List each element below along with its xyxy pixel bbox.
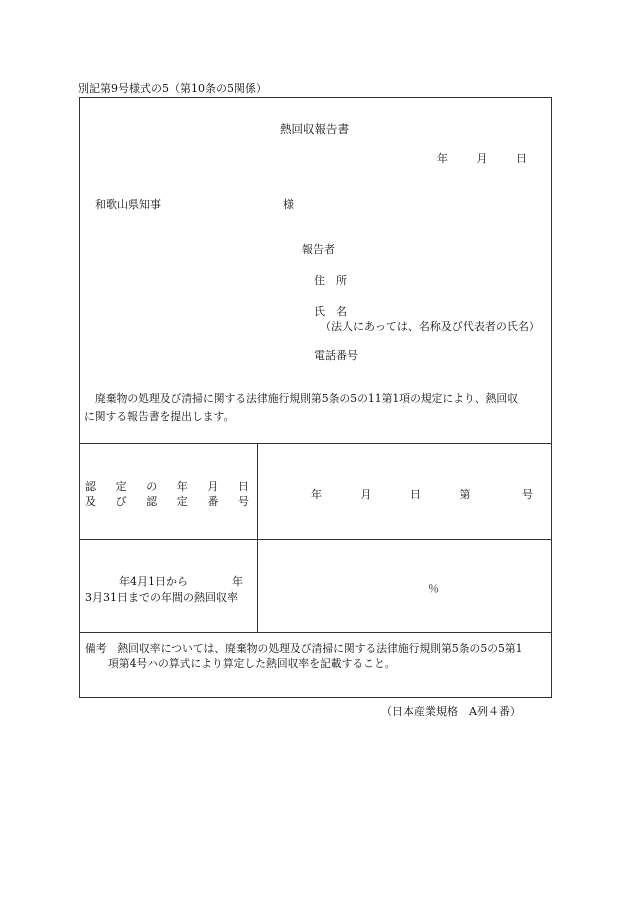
name-note: （法人にあっては、名称及び代表者の氏名） xyxy=(320,320,540,333)
value-month: 月 xyxy=(360,488,372,501)
cert-date-value xyxy=(311,486,533,502)
cert-date-label-line-2 xyxy=(85,493,249,509)
value-year: 年 xyxy=(311,488,322,501)
name-label: 氏 名 xyxy=(314,305,347,318)
addressee-name: 和歌山県知事 xyxy=(95,198,161,211)
addressee-honorific: 様 xyxy=(283,198,294,211)
date-month: 月 xyxy=(476,152,488,165)
label-char: 号 xyxy=(237,495,249,508)
cert-date-label-line-1 xyxy=(85,478,249,494)
address-label: 住 所 xyxy=(314,274,347,287)
remarks-line-2: 項第4号ハの算式により算定した熱回収率を記載すること。 xyxy=(108,657,396,670)
label-char: の xyxy=(146,480,158,493)
value-number-suffix: 号 xyxy=(522,488,533,501)
table-column-divider xyxy=(257,443,258,632)
label-char: 日 xyxy=(237,480,249,493)
table-middle-rule xyxy=(79,539,552,540)
date-line xyxy=(437,150,527,166)
label-char: 定 xyxy=(176,495,188,508)
label-char: 認 xyxy=(85,480,96,493)
date-day: 日 xyxy=(516,152,527,165)
recovery-rate-label-line-2: 3月31日までの年間の熱回収率 xyxy=(85,591,238,604)
page-title: 熱回収報告書 xyxy=(280,122,349,136)
date-year: 年 xyxy=(437,152,448,165)
recovery-rate-value: ％ xyxy=(428,582,439,595)
value-number-prefix: 第 xyxy=(459,488,471,501)
label-char: 及 xyxy=(85,495,96,508)
label-char: 認 xyxy=(146,495,158,508)
table-top-rule xyxy=(79,443,552,444)
form-reference: 別記第9号様式の5（第10条の5関係） xyxy=(78,82,267,95)
label-char: び xyxy=(115,495,127,508)
reporter-heading: 報告者 xyxy=(302,243,335,256)
statement-line-1: 廃棄物の処理及び清掃に関する法律施行規則第5条の5の11第1項の規定により、熱回収 xyxy=(95,392,519,405)
value-day: 日 xyxy=(410,488,421,501)
paper-size-note: （日本産業規格 A列４番） xyxy=(381,705,521,718)
phone-label: 電話番号 xyxy=(314,349,358,362)
table-bottom-rule xyxy=(79,632,552,633)
label-char: 番 xyxy=(207,495,219,508)
label-char: 年 xyxy=(176,480,188,493)
recovery-rate-label-line-1: 年4月1日から 年 xyxy=(119,575,243,588)
label-char: 月 xyxy=(207,480,219,493)
label-char: 定 xyxy=(115,480,127,493)
remarks-line-1: 備考 熱回収率については、廃棄物の処理及び清掃に関する法律施行規則第5条の5の5第1 xyxy=(85,642,523,655)
statement-line-2: に関する報告書を提出します。 xyxy=(84,410,235,423)
